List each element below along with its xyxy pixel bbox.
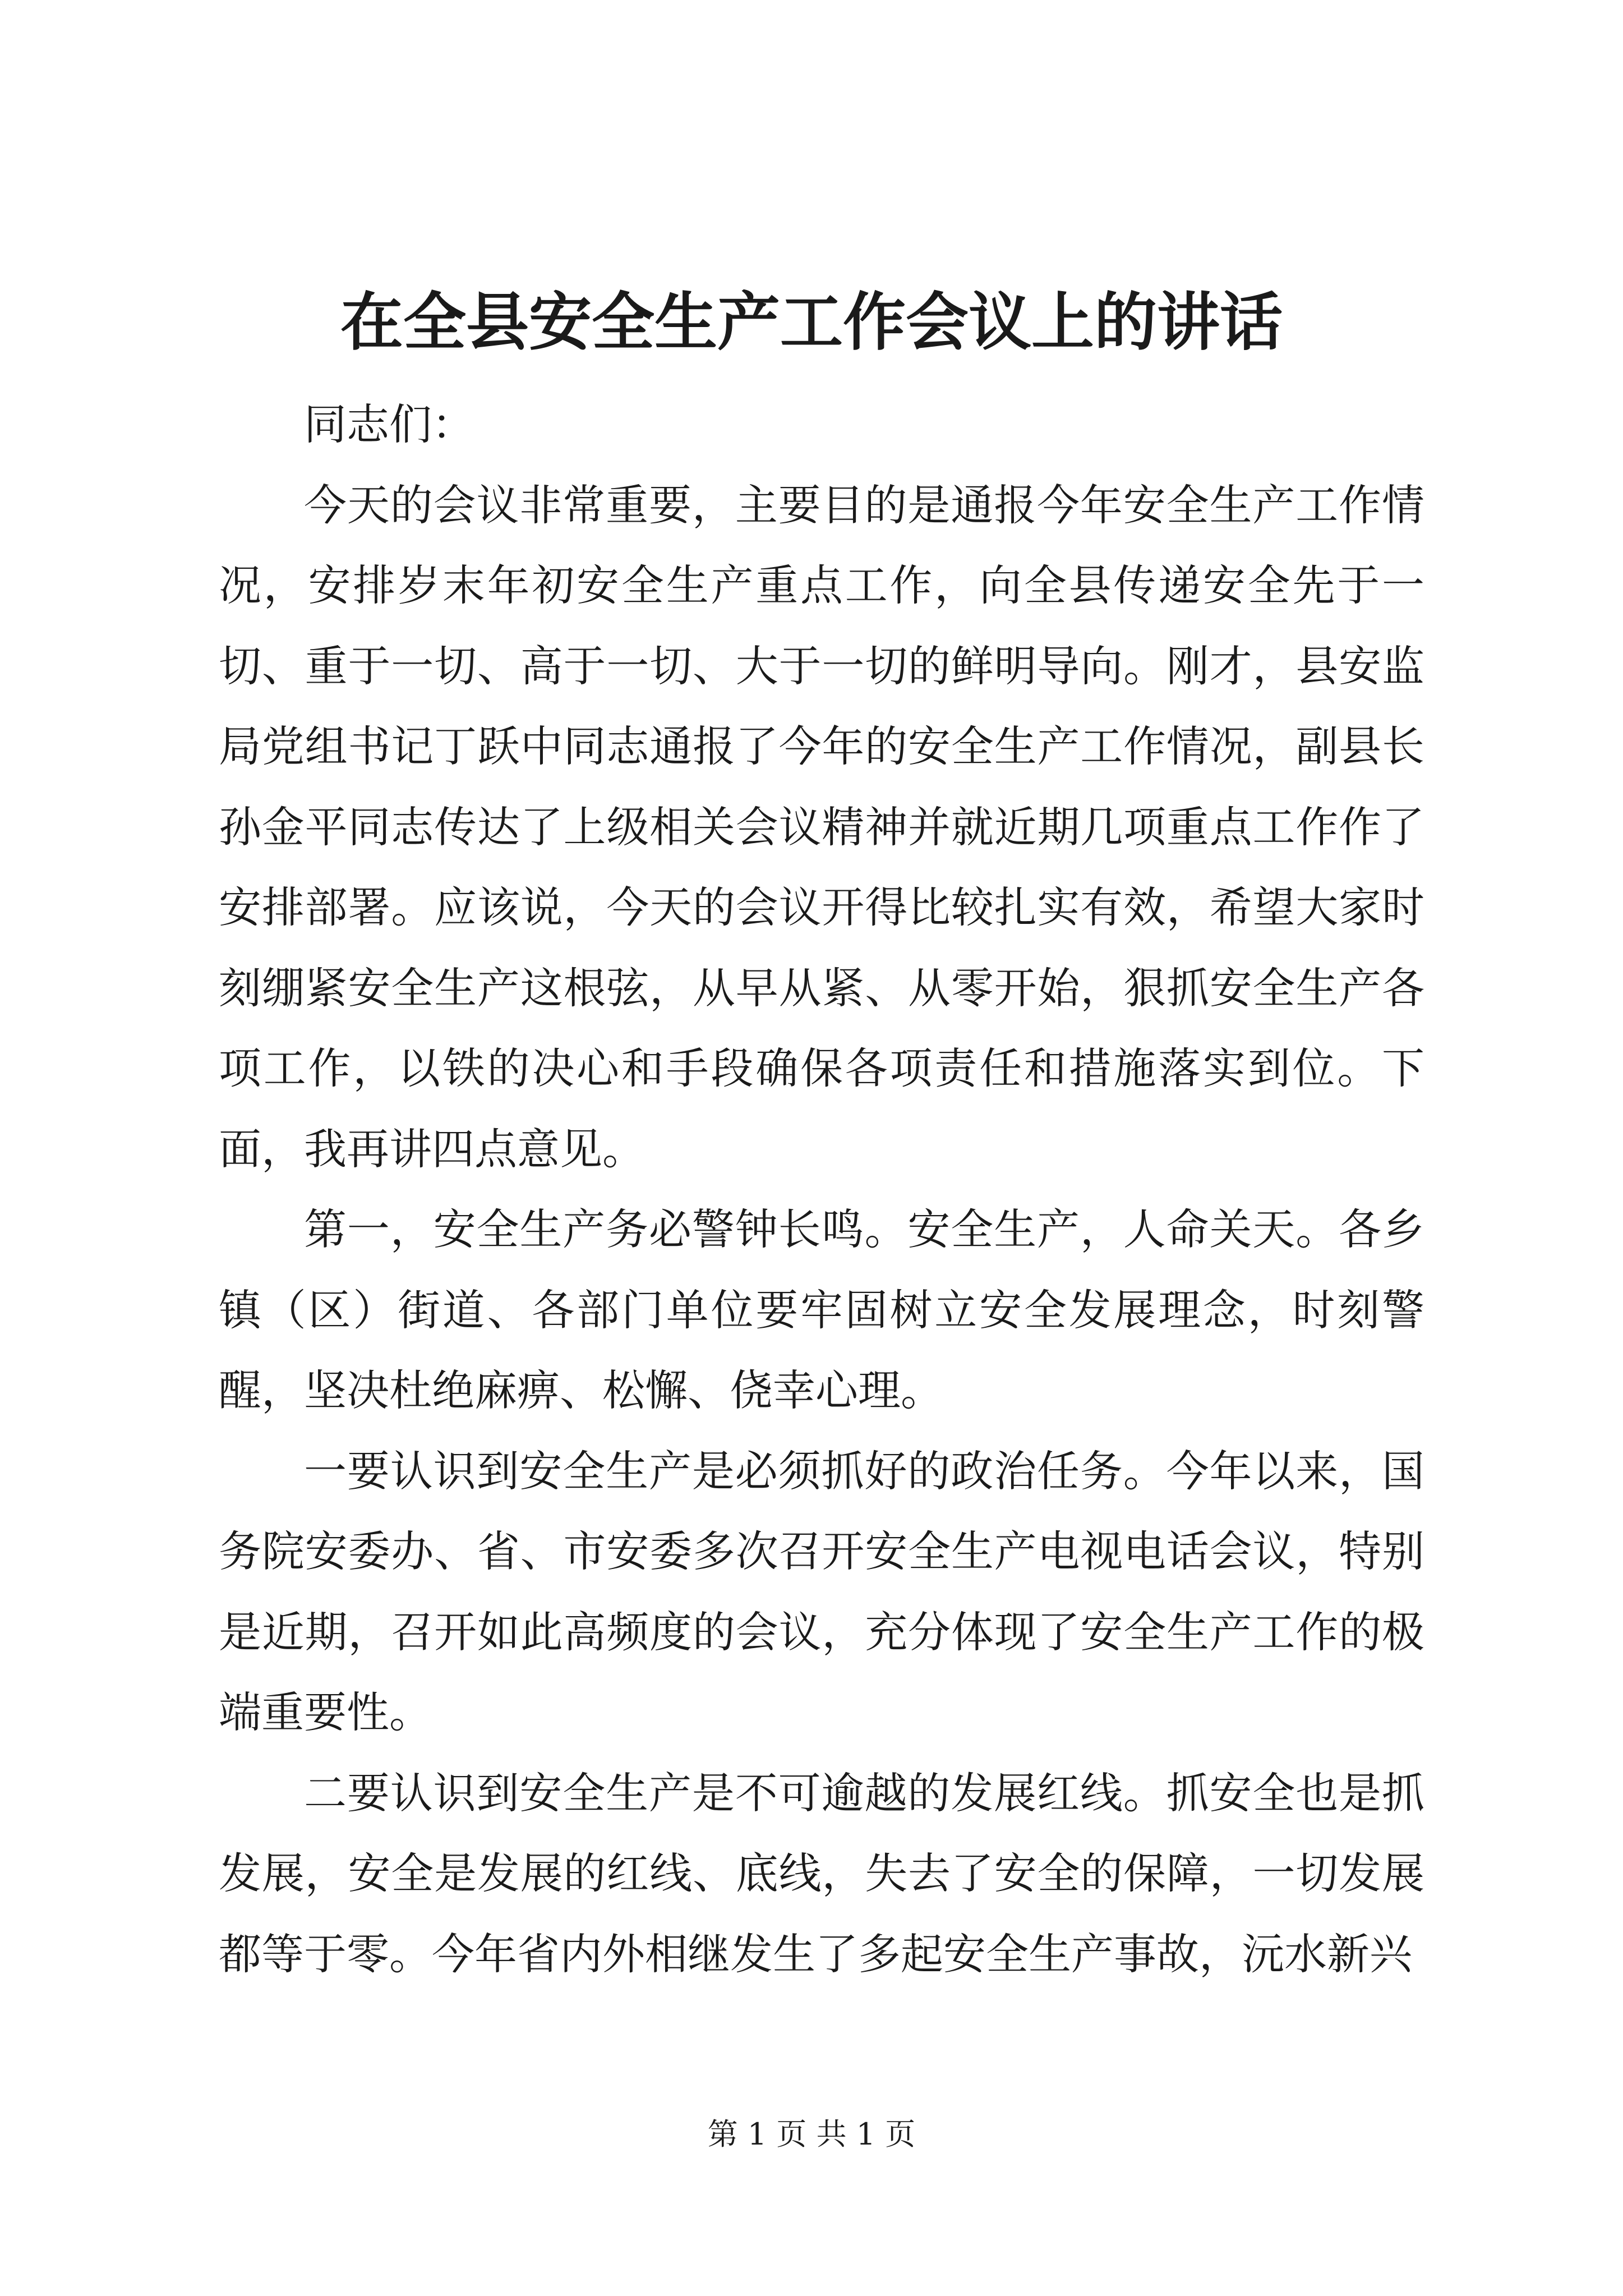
page-title: 在全县安全生产工作会议上的讲话 [340,286,1283,359]
document-body [219,384,1424,1994]
greeting: 同志们： [304,399,474,449]
paragraph-4: 二要认识到安全生产是不可逾越的发展红线。抓安全也是抓发展，安全是发展的红线、底线，失去了安全的保障，一切发展都等于零。今年省内外相继发生了多起安全生产事故，沅水新兴 [219,1768,1424,1979]
page-footer: 第 1 页 共 1 页 [707,2116,916,2152]
paragraph-1: 今天的会议非常重要，主要目的是通报今年安全生产工作情况，安排岁末年初安全生产重点工作，向全县传递安全先于一切、重于一切、高于一切、大于一切的鲜明导向。刚才，县安监局党组书记丁跃中同志通报了今年的安全生产工作情况，副县长孙金平同志传达了上级相关会议精神并就近期几项重点工作作了安排部署。应该说，今天的会议开得比较扎实有效，希望大家时刻绷紧安全生产这根弦，从早从紧、从零开始，狠抓安全生产各项工作，以铁的决心和手段确保各项责任和措施落实到位。下面，我再讲四点意见。 [219,480,1424,1174]
paragraph-2: 第一，安全生产务必警钟长鸣。安全生产，人命关天。各乡镇（区）街道、各部门单位要牢固树立安全发展理念，时刻警醒，坚决杜绝麻痹、松懈、侥幸心理。 [219,1204,1424,1415]
paragraph-3: 一要认识到安全生产是必须抓好的政治任务。今年以来，国务院安委办、省、市安委多次召开安全生产电视电话会议，特别是近期，召开如此高频度的会议，充分体现了安全生产工作的极端重要性。 [219,1446,1424,1737]
